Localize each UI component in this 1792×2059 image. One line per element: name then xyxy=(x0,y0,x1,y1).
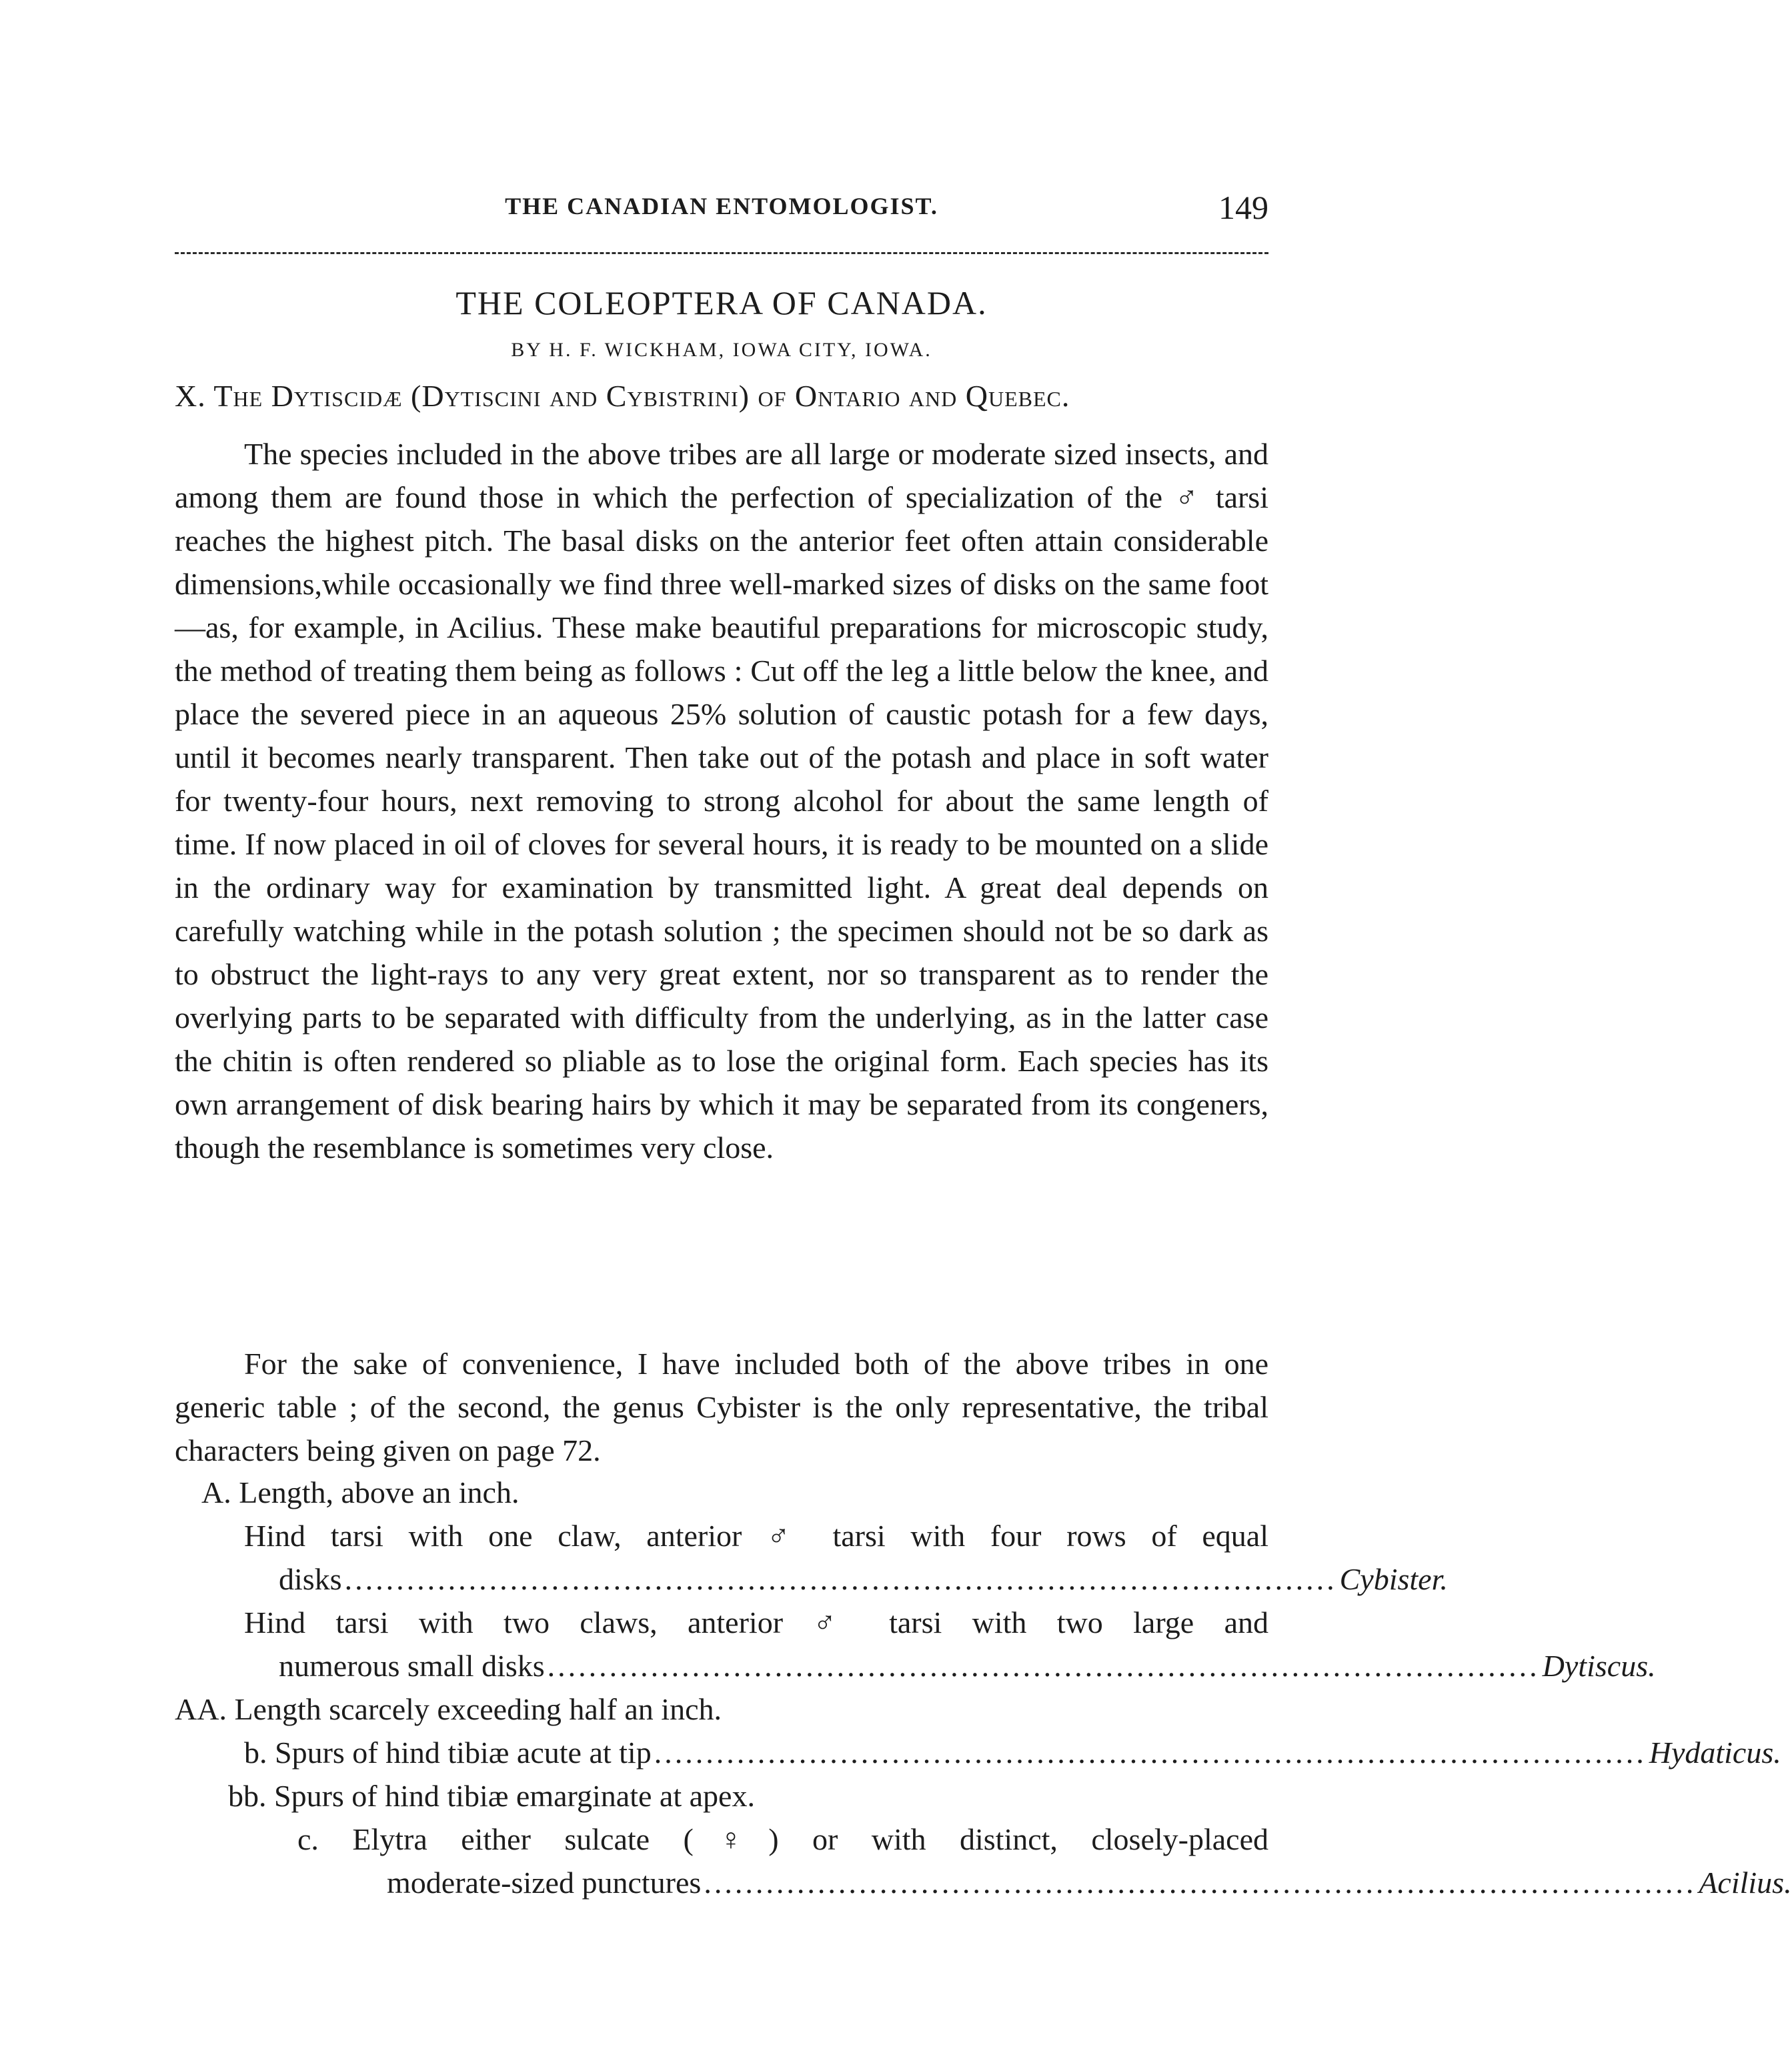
leader-line xyxy=(244,1644,1656,1687)
key-entry-text: moderate-sized punctures xyxy=(387,1866,702,1900)
key-entry-text: c. Elytra either sulcate (♀) or with distinct, closely-placed xyxy=(297,1822,1268,1856)
byline: BY H. F. WICKHAM, IOWA CITY, IOWA. xyxy=(511,339,932,361)
key-entry-acilius xyxy=(297,1818,1792,1904)
article-title: THE COLEOPTERA OF CANADA. xyxy=(456,284,988,321)
key-entry-text: Hind tarsi with one claw, anterior ♂ tarsi with four rows of equal xyxy=(244,1519,1268,1553)
leader-line xyxy=(297,1861,1792,1904)
page-number: 149 xyxy=(1218,189,1268,226)
leader-line xyxy=(244,1557,1448,1601)
running-head xyxy=(175,188,1268,235)
leader-line xyxy=(244,1731,1781,1774)
key-entry-text: numerous small disks xyxy=(279,1649,545,1683)
key-couplet-bb: bb. Spurs of hind tibiæ emarginate at apex. xyxy=(228,1779,755,1813)
body-paragraph-1: The species included in the above tribes are all large or moderate sized insects, and among them are found those in which the perfection of specialization of the ♂ tarsi reaches the highest pitch. The basal disks on the anterior feet often attain considerable dimensions,while occasionally we find three well-marked sizes of disks on the same foot—as, for example, in Acilius. These make beautiful preparations for microscopic study, the method of treating them being as follows : Cut off the leg a little below the knee, and place the severed piece in an aqueous 25% solution of caustic potash for a few days, until it becomes nearly transparent. Then take out of the potash and place in soft water for twenty-four hours, next removing to strong alcohol for about the same length of time. If now placed in oil of cloves for several hours, it is ready to be mounted on a slide in the ordinary way for examination by transmitted light. A great deal depends on carefully watching while in the potash solution ; the specimen should not be so dark as to obstruct the light-rays to any very great extent, nor so transparent as to render the overlying parts to be separated with difficulty from the underlying, as in the latter case the chitin is often rendered so pliable as to lose the original form. Each species has its own arrangement of disk bearing hairs by which it may be separated from its congeners, though the resemblance is sometimes very close. xyxy=(175,437,1268,1165)
leader-dots: ................................................................................................ xyxy=(654,1736,1647,1770)
key-entry-hydaticus xyxy=(244,1731,1781,1774)
journal-title: THE CANADIAN ENTOMOLOGIST. xyxy=(505,193,938,219)
leader-dots: ................................................................................................ xyxy=(344,1562,1337,1596)
key-entry-cybister xyxy=(244,1514,1448,1601)
section-heading: X. The Dytiscidæ (Dytiscini and Cybistrini) of Ontario and Quebec. xyxy=(175,379,1070,413)
genus-name: Cybister. xyxy=(1339,1562,1448,1596)
key-entry-text: Hind tarsi with two claws, anterior ♂ tarsi with two large and xyxy=(244,1605,1268,1639)
key-couplet-A: A. Length, above an inch. xyxy=(201,1475,520,1509)
genus-name: Hydaticus. xyxy=(1649,1736,1781,1770)
body-paragraph-2: For the sake of convenience, I have included both of the above tribes in one generic table ; of the second, the genus Cybister is the only representative, the tribal characters being given on page 72. xyxy=(175,1347,1268,1467)
key-entry-text: disks xyxy=(279,1562,342,1596)
genus-name: Dytiscus. xyxy=(1542,1649,1656,1683)
leader-dots: ................................................................................................ xyxy=(704,1866,1697,1900)
genus-name: Acilius. xyxy=(1699,1866,1792,1900)
leader-dots: ................................................................................................ xyxy=(547,1649,1540,1683)
key-entry-text: b. Spurs of hind tibiæ acute at tip xyxy=(244,1736,652,1770)
key-couplet-AA: AA. Length scarcely exceeding half an inch. xyxy=(175,1692,722,1726)
header-rule xyxy=(175,252,1268,254)
key-entry-dytiscus xyxy=(244,1601,1656,1687)
